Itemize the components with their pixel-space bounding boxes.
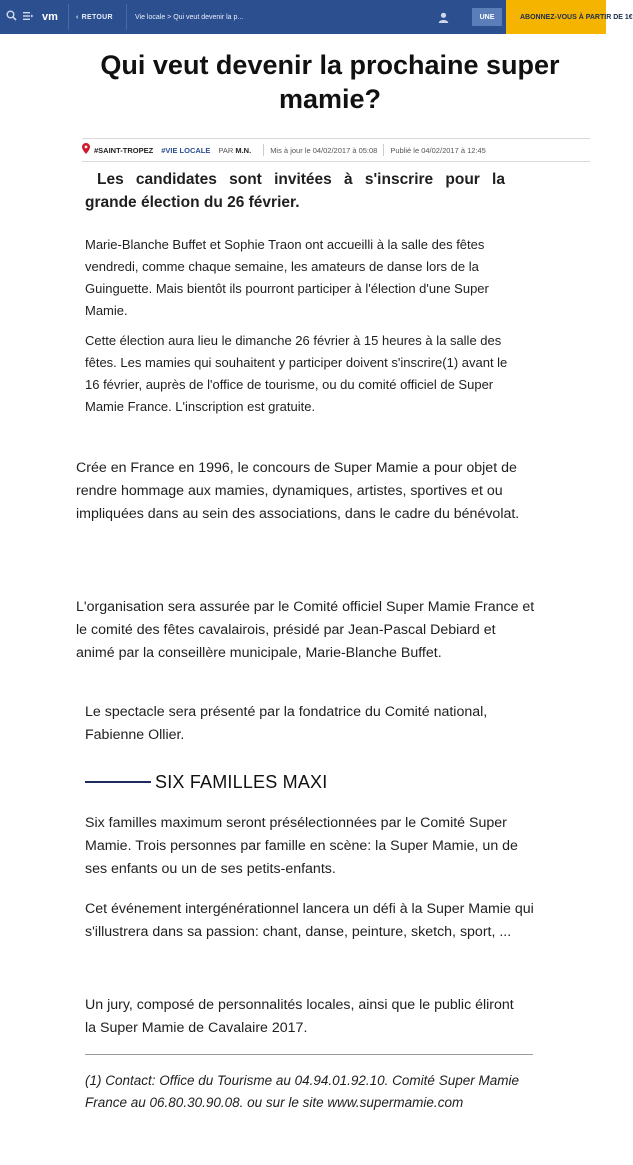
- section-heading-text: SIX FAMILLES MAXI: [155, 771, 328, 792]
- back-button[interactable]: [76, 0, 113, 34]
- title-line-2: mamie?: [278, 84, 382, 114]
- footnote: (1) Contact: Office du Tourisme au 04.94.01.92.10. Comité Super Mamie France au 06.80.30.90.08. ou sur le site www.supermamie.com: [85, 1073, 519, 1110]
- paragraph-2: Cette élection aura lieu le dimanche 26 février à 15 heures à la salle des fêtes. Les mamies qui souhaitent y participer doivent s'inscrire(1) avant le 16 février, auprès de l'office de tourisme, ou du comité officiel de Super Mamie France. L'inscription est gratuite.: [85, 333, 508, 414]
- footnote-divider: [85, 1054, 533, 1055]
- paragraph-8: Un jury, composé de personnalités locales, ainsi que le public éliront la Super Mamie de Cavalaire 2017.: [85, 997, 514, 1036]
- divider: [68, 4, 69, 30]
- paragraph-7: Cet événement intergénérationnel lancera un défi à la Super Mamie qui s'illustrera dans sa passion: chant, danse, peinture, sketch, sport, ...: [85, 901, 534, 940]
- divider: [383, 144, 384, 156]
- page-title: [40, 48, 620, 116]
- top-nav-left: [6, 0, 58, 34]
- chevron-left-icon: ‹: [76, 13, 79, 21]
- une-button[interactable]: UNE: [472, 8, 502, 26]
- location-pin-icon: [82, 143, 90, 157]
- breadcrumb[interactable]: Vie locale > Qui veut devenir la p...: [135, 13, 244, 21]
- heading-rule: [85, 781, 151, 783]
- paragraph-4: L'organisation sera assurée par le Comité officiel Super Mamie France et le comité des fêtes cavalairois, présidé par Jean-Pascal Debiard et animé par la conseillère municipale, Marie-Blanche Buffet.: [76, 599, 535, 661]
- article-meta: [82, 138, 590, 162]
- location-tag[interactable]: #SAINT-TROPEZ: [94, 145, 154, 155]
- top-nav-bar: [0, 0, 633, 34]
- author-byline: [218, 146, 251, 155]
- title-line-1: Qui veut devenir la prochaine super: [100, 50, 560, 80]
- paragraph-6: Six familles maximum seront présélectionnées par le Comité Super Mamie. Trois personnes par famille en scène: la Super Mamie, un de ses enfants ou un de ses petits-enfants.: [85, 815, 518, 877]
- section-heading: [85, 770, 327, 794]
- paragraph-5: Le spectacle sera présenté par la fondatrice du Comité national, Fabienne Ollier.: [85, 704, 488, 743]
- category-tag[interactable]: #VIE LOCALE: [161, 145, 211, 155]
- user-icon[interactable]: [438, 0, 449, 34]
- published-date: Publié le 04/02/2017 à 12:45: [390, 145, 486, 155]
- paragraph-3: Crée en France en 1996, le concours de Super Mamie a pour objet de rendre hommage aux mamies, dynamiques, artistes, sportives et ou impliquées dans au sein des associations, dans le cadre du bénévolat.: [76, 460, 520, 522]
- site-logo[interactable]: vm: [42, 11, 58, 23]
- menu-icon[interactable]: [23, 11, 34, 24]
- updated-date: Mis à jour le 04/02/2017 à 05:08: [270, 145, 378, 155]
- back-label: RETOUR: [81, 13, 113, 21]
- divider: [263, 144, 264, 156]
- paragraph-1: Marie-Blanche Buffet et Sophie Traon ont accueilli à la salle des fêtes vendredi, comme chaque semaine, les amateurs de danse lors de la Guinguette. Mais bientôt ils pourront participer à l'élection d'une Super Mamie.: [85, 237, 489, 318]
- author-name: M.N.: [235, 145, 252, 155]
- article-lead: Les candidates sont invitées à s'inscrire pour la grande élection du 26 février.: [85, 171, 505, 211]
- by-label: PAR: [218, 145, 234, 155]
- divider: [126, 4, 127, 30]
- search-icon[interactable]: [6, 10, 17, 24]
- subscribe-button[interactable]: ABONNEZ-VOUS À PARTIR DE 1€: [506, 0, 606, 34]
